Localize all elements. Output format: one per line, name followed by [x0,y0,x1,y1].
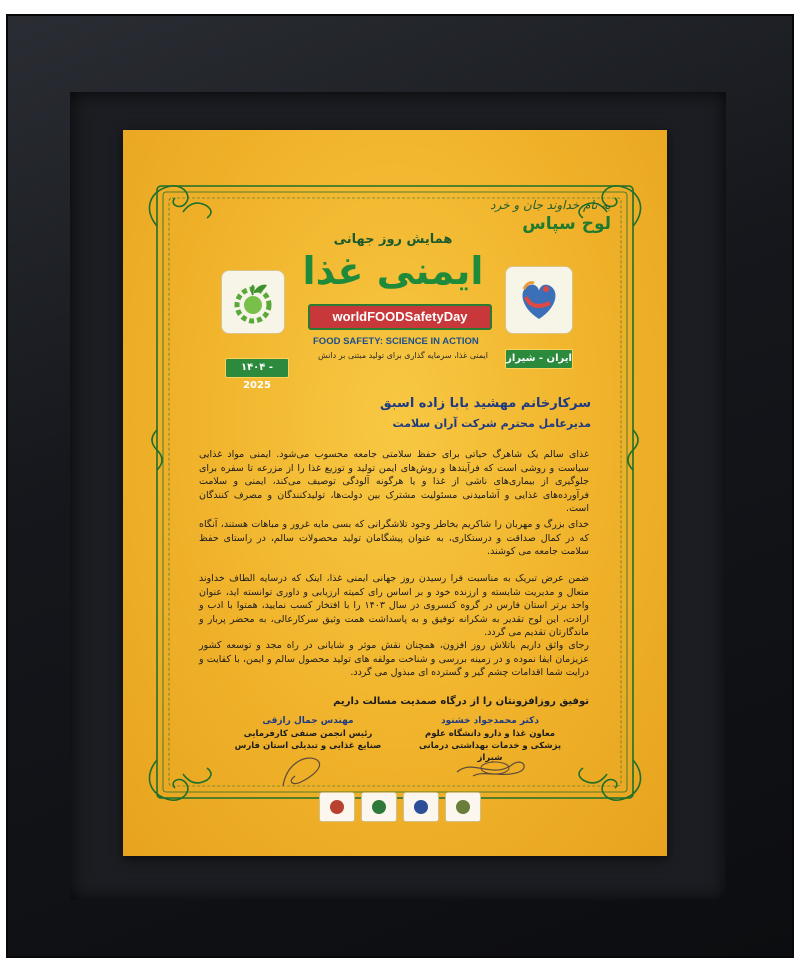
signatory-left-role: رئیس انجمن صنفی کارفرمایی صنایع غذایی و تبدیلی استان فارس [234,729,382,751]
heart-hands-logo-icon [505,266,573,334]
sponsor-logo-3 [403,792,439,822]
theme-english: FOOD SAFETY: SCIENCE IN ACTION [313,336,479,347]
appreciation-plaque [123,130,667,856]
year-badge: ۱۴۰۴ - 2025 [225,358,289,378]
sponsor-logo-1 [319,792,355,822]
signatory-right-name: دکتر محمدجواد خشنود [440,716,540,726]
left-signature [273,752,333,792]
signatory-left-name: مهندس جمال رازقی [262,716,354,726]
world-food-safety-day-banner: worldFOODSafetyDay [308,304,492,330]
apple-gear-logo-icon [221,270,285,334]
recipient-title: مدیرعامل محترم شرکت آران سلامت [392,417,591,430]
closing-line: توفیق روزافزونتان را از درگاه صمدیت مسالت داریم [333,696,589,707]
signatory-right-role: معاون غذا و دارو دانشگاه علوم پزشکی و خدمات بهداشتی درمانی شیراز [418,729,562,763]
body-paragraph-2: خدای بزرگ و مهربان را شاکریم بخاطر وجود تلاشگرانی که بسی مایه غرور و مباهات هستند، آنگاه که در کمال صداقت و درستکاری، به عنوان پیشگامان تولید محصولات سالم، در راستای حفظ سلامت جامعه می کوشند. [199,519,589,557]
sponsor-logo-2 [361,792,397,822]
sponsor-logos [319,792,481,820]
body-paragraph-3: ضمن عرض تبریک به مناسبت فرا رسیدن روز جهانی ایمنی غذا، اینک که درسایه الطاف خداوند متعال و مدیریت شایسته و ارزنده خود و بر اساس رای کمیته ارزیابی و داوری توانسته اید، عنوان واحد برتر استان فارس در گروه کنسروی در سال ۱۴۰۳ را با افتخار کسب نمایید، همتوا با ادب و ارادت، این لوح تقدیر به شکرانه توفیق و به پاسداشت همت وثیق سرکارعالی، به محضر پربار و ماندگارتان تقدیم می گردد. [199,573,589,638]
right-signature [453,752,533,782]
body-paragraph-1: غذای سالم یک شاهرگ حیاتی برای حفظ سلامتی جامعه محسوب می‌شود. ایمنی مواد غذایی سیاست و روشی است که فرآیندها و روش‌های ایمن تولید و توزیع غذا را از مزرعه تا سفره برای جلوگیری از بیماری‌های ناشی از غذا و یا هرگونه آلودگی توصیف می‌کند، ایمنی و سلامت فرآورده‌های غذایی و آشامیدنی مسئولیت مشترک بین دولت‌ها، تولیدکنندگان و مصرف کنندگان است. [199,449,589,514]
sponsor-logo-4 [445,792,481,822]
body-paragraph-4: رجای واثق داریم باتلاش روز افزون، همچنان نقش موثر و شایانی در راه مجد و توسعه کشور عزیزمان ایفا نموده و در زمینه بررسی و شناخت مولفه های تولید محصول سالم و ایمن، با کفایت و درایت شما اقدامات چشم گیر و گسترده ای مبذول می گردد. [199,640,589,678]
conference-main-title: ایمنی غذا [302,249,484,293]
bismillah-text: به نام خداوند جان و خرد [490,198,611,212]
theme-persian: ایمنی غذا، سرمایه گذاری برای تولید مبتنی بر دانش [318,351,488,360]
location-badge: ایران - شیراز [505,349,573,369]
plaque-title: لوح سپاس [522,214,611,234]
recipient-name: سرکارخانم مهشید بابا زاده اسبق [380,396,591,411]
conference-subtitle: همایش روز جهانی [333,232,453,247]
